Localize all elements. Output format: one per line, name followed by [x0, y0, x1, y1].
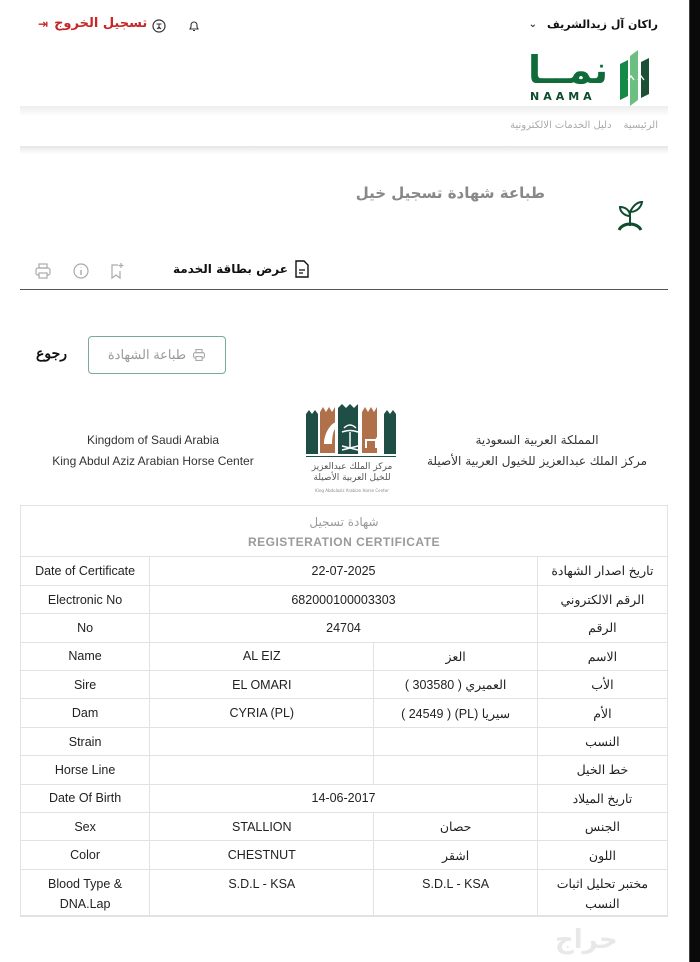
value: 22-07-2025	[150, 557, 538, 585]
label-ar: مختبر تحليل اثبات النسب	[537, 869, 667, 915]
table-row	[21, 841, 667, 869]
table-row	[21, 727, 667, 755]
label-ar: النسب	[537, 727, 667, 755]
certificate-title	[21, 506, 667, 557]
value-ar: العميري ( 303580 )	[374, 671, 537, 699]
table-row	[21, 869, 667, 915]
logout-icon: ⇥	[38, 16, 49, 31]
print-certificate-button[interactable]	[88, 336, 226, 374]
value-ar	[374, 727, 537, 755]
emblem-text-en: King Abdulaziz Arabian Horse Center	[315, 488, 389, 493]
table-row	[21, 671, 667, 699]
breadcrumb-home[interactable]: الرئيسية	[623, 120, 658, 131]
label-en: Strain	[21, 727, 150, 755]
table-row	[21, 756, 667, 784]
table-row	[21, 557, 667, 585]
kaahc-logo	[304, 404, 400, 498]
registration-certificate	[20, 505, 668, 917]
logout-label: تسجيل الخروج	[54, 16, 148, 31]
bell-icon[interactable]	[186, 18, 202, 34]
label-ar: الرقم	[537, 614, 667, 642]
certificate-header-en	[40, 430, 266, 472]
value-en: S.D.L - KSA	[150, 869, 374, 915]
table-row	[21, 585, 667, 613]
horse-center-emblem-icon	[304, 404, 400, 462]
sprout-icon	[615, 198, 645, 232]
value-en: AL EIZ	[150, 642, 374, 670]
value-en: CHESTNUT	[150, 841, 374, 869]
label-ar: اللون	[537, 841, 667, 869]
value-en	[150, 756, 374, 784]
header-ar-line2: مركز الملك عبدالعزيز للخيول العربية الأصيلة	[426, 454, 647, 468]
header-en-line1: Kingdom of Saudi Arabia	[86, 433, 220, 447]
value-en: CYRIA (PL)	[150, 699, 374, 727]
top-bar	[38, 14, 658, 44]
table-row	[21, 813, 667, 841]
value-en	[150, 727, 374, 755]
label-ar: تاريخ اصدار الشهادة	[537, 557, 667, 585]
emblem-ar-line2: للخيل العربية الأصيلة	[313, 473, 391, 483]
print-icon	[192, 348, 206, 362]
label-en: Date Of Birth	[21, 784, 150, 812]
breadcrumb	[510, 120, 658, 131]
breadcrumb-services-guide[interactable]: دليل الخدمات الالكترونية	[510, 120, 612, 131]
value-ar: سيريا (PL) ( 24549 )	[374, 699, 537, 727]
label-en: No	[21, 614, 150, 642]
user-menu[interactable]	[529, 18, 658, 31]
label-en: Date of Certificate	[21, 557, 150, 585]
label-en: Sex	[21, 813, 150, 841]
chevron-down-icon: ⌄	[528, 19, 538, 30]
table-row	[21, 614, 667, 642]
back-button[interactable]: رجوع	[36, 345, 68, 361]
screen-edge	[689, 0, 700, 962]
user-name: راكان آل زيدالشريف	[547, 18, 658, 31]
value-ar: حصان	[374, 813, 537, 841]
table-row	[21, 784, 667, 812]
certificate-title-en: REGISTERATION CERTIFICATE	[247, 535, 441, 549]
emblem-text-ar	[304, 462, 400, 484]
value: 682000100003303	[150, 585, 538, 613]
value-ar: اشقر	[374, 841, 537, 869]
bookmark-add-icon[interactable]	[108, 262, 126, 280]
value-ar: S.D.L - KSA	[374, 869, 537, 915]
label-en: Blood Type & DNA.Lap	[21, 869, 150, 915]
emblem-ar-line1: مركز الملك عبدالعزيز	[311, 462, 393, 472]
certificate-header-ar	[427, 430, 647, 472]
breadcrumb-divider	[20, 146, 668, 154]
label-en: Name	[21, 642, 150, 670]
value: 14-06-2017	[150, 784, 538, 812]
value: 24704	[150, 614, 538, 642]
view-service-card-button[interactable]	[173, 260, 310, 278]
label-ar: الرقم الالكتروني	[537, 585, 667, 613]
service-card-label: عرض بطاقة الخدمة	[173, 262, 288, 276]
document-icon	[294, 260, 310, 278]
value-ar	[374, 756, 537, 784]
service-toolbar	[20, 258, 668, 290]
page-title: طباعة شهادة تسجيل خيل	[355, 184, 545, 202]
header-ar-line1: المملكة العربية السعودية	[475, 433, 599, 447]
label-en: Dam	[21, 699, 150, 727]
label-ar: الأم	[537, 699, 667, 727]
header-en-line2: King Abdul Aziz Arabian Horse Center	[52, 454, 254, 468]
naama-logo[interactable]	[528, 50, 650, 108]
info-icon[interactable]	[72, 262, 90, 280]
label-en: Sire	[21, 671, 150, 699]
accessibility-icon[interactable]	[151, 18, 167, 34]
label-ar: تاريخ الميلاد	[537, 784, 667, 812]
brand-ar: نمــا	[528, 48, 608, 92]
print-icon[interactable]	[34, 262, 52, 280]
value-en: EL OMARI	[150, 671, 374, 699]
value-ar: العز	[374, 642, 537, 670]
table-row	[21, 642, 667, 670]
brand-en: NAAMA	[530, 90, 596, 103]
label-ar: خط الخيل	[537, 756, 667, 784]
certificate-table	[21, 557, 667, 916]
naama-bars-icon	[620, 50, 650, 106]
watermark: حراج	[555, 925, 618, 955]
label-ar: الأب	[537, 671, 667, 699]
print-certificate-label: طباعة الشهادة	[107, 347, 187, 362]
header-divider	[20, 106, 668, 116]
label-ar: الجنس	[537, 813, 667, 841]
value-en: STALLION	[150, 813, 374, 841]
certificate-title-ar: شهادة تسجيل	[309, 515, 379, 529]
logout-button[interactable]	[38, 16, 147, 31]
label-en: Horse Line	[21, 756, 150, 784]
label-ar: الاسم	[537, 642, 667, 670]
label-en: Color	[21, 841, 150, 869]
table-row	[21, 699, 667, 727]
label-en: Electronic No	[21, 585, 150, 613]
